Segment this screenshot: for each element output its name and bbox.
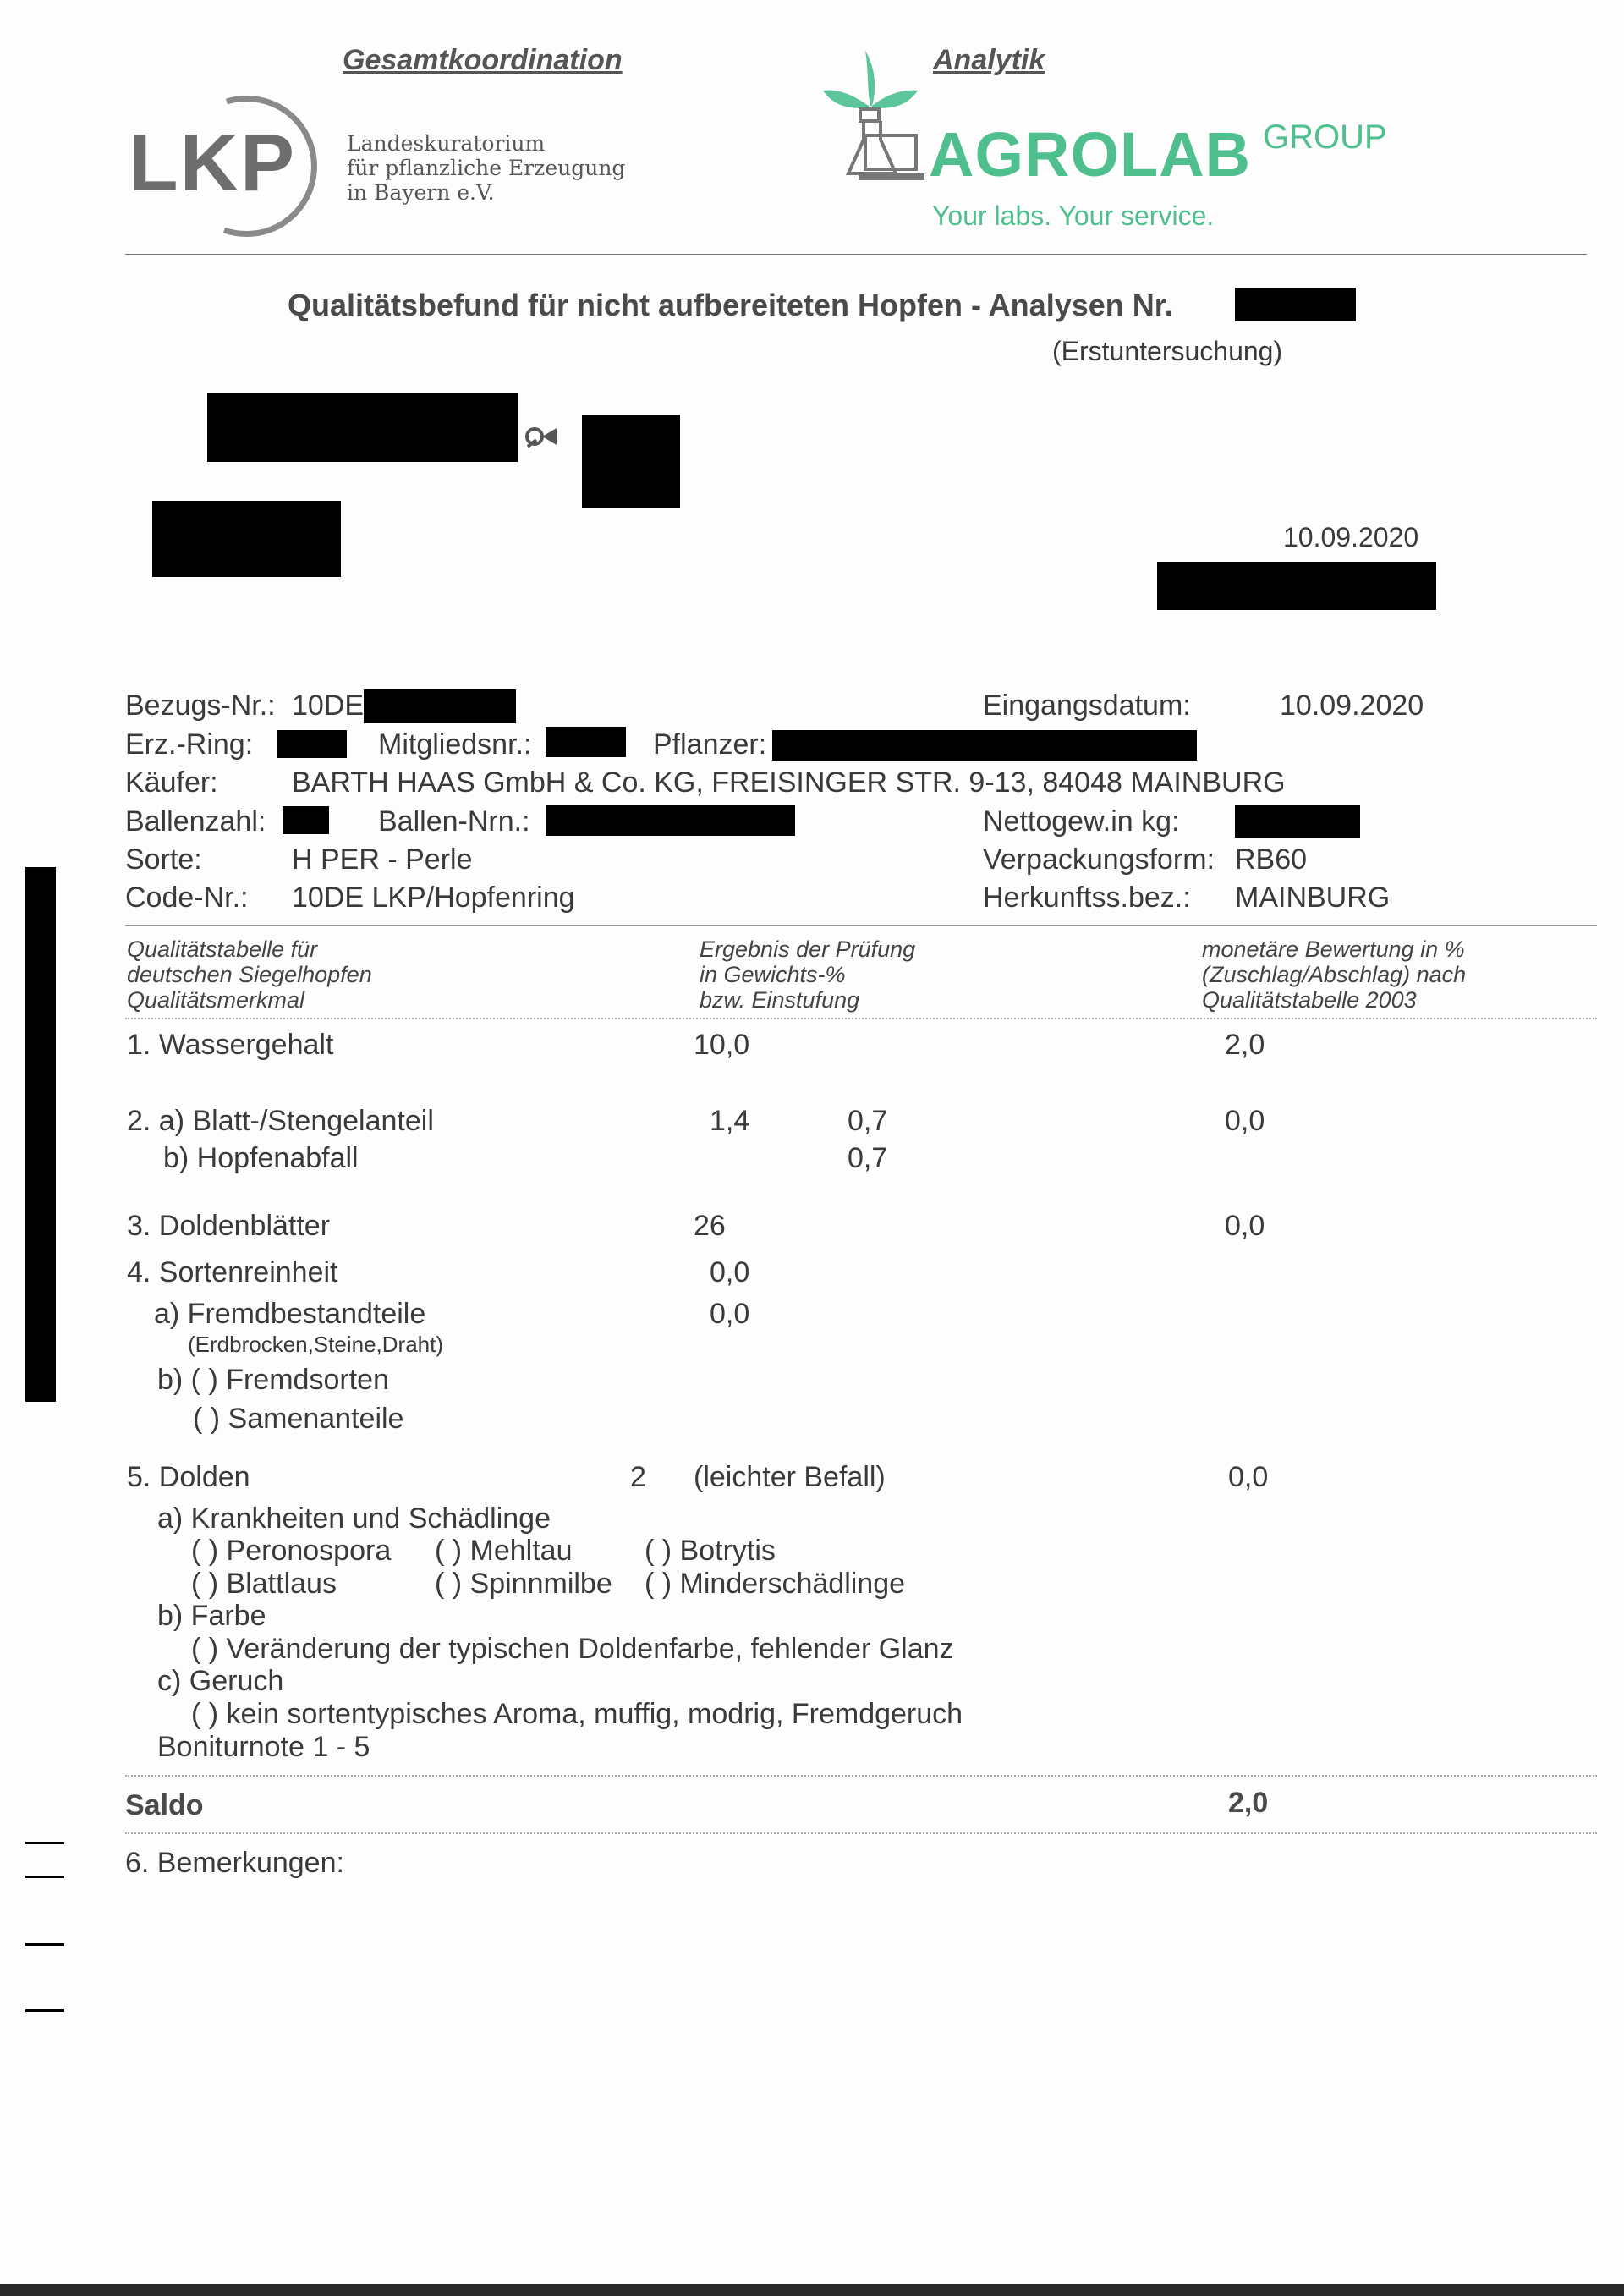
row-blatt-label: 2. a) Blatt-/Stengelanteil — [127, 1105, 434, 1137]
scan-margin-tick — [25, 2009, 64, 2012]
kaeufer-label: Käufer: — [125, 766, 218, 799]
lkp-logo-text: LKP — [129, 118, 296, 208]
sorte-value: H PER - Perle — [292, 843, 473, 876]
page-subtitle: (Erstuntersuchung) — [1052, 336, 1283, 366]
col1-header-line2: deutschen Siegelhopfen — [127, 962, 372, 987]
row-dolden-value: 2 — [630, 1461, 646, 1493]
scan-margin-bar — [25, 867, 56, 1402]
redacted-reference — [1157, 562, 1436, 610]
row-samenanteile-label: ( ) Samenanteile — [193, 1403, 404, 1435]
col2-header-line1: Ergebnis der Prüfung — [700, 937, 916, 962]
verpackung-value: RB60 — [1235, 843, 1308, 876]
col2-header-line2: in Gewichts-% — [700, 962, 846, 987]
redacted-pflanzer — [772, 730, 1197, 761]
herkunft-value: MAINBURG — [1235, 882, 1391, 914]
erz-ring-label: Erz.-Ring: — [125, 728, 254, 761]
saldo-bottom-divider — [125, 1832, 1597, 1834]
row-dolden-eval: 0,0 — [1228, 1461, 1269, 1493]
agrolab-plant-lab-icon — [816, 47, 926, 186]
netto-label: Nettogew.in kg: — [983, 805, 1180, 838]
saldo-label: Saldo — [125, 1789, 204, 1821]
row-wassergehalt-value: 10,0 — [694, 1029, 750, 1061]
analytics-label: Analytik — [933, 44, 1045, 76]
col1-header-line1: Qualitätstabelle für — [127, 937, 318, 962]
row-dolden-description: (leichter Befall) — [694, 1461, 886, 1493]
row-sortenreinheit-value: 0,0 — [710, 1256, 750, 1288]
remarks-label: 6. Bemerkungen: — [125, 1847, 344, 1879]
row-blatt-value1: 1,4 — [710, 1105, 750, 1137]
row-doldenblaetter-value: 26 — [694, 1210, 726, 1242]
date-top: 10.09.2020 — [1283, 522, 1419, 552]
redacted-mitglied — [546, 727, 626, 757]
ballen-nrn-label: Ballen-Nrn.: — [378, 805, 530, 838]
option-spinnmilbe: ( ) Spinnmilbe — [435, 1568, 612, 1600]
row-fremdbestandteile-note: (Erdbrocken,Steine,Draht) — [188, 1332, 444, 1357]
row-doldenblaetter-label: 3. Doldenblätter — [127, 1210, 331, 1242]
agrolab-tagline: Your labs. Your service. — [932, 200, 1215, 231]
scan-margin-tick — [25, 1943, 64, 1946]
scan-bottom-edge — [0, 2284, 1624, 2296]
col1-header-line3: Qualitätsmerkmal — [127, 987, 305, 1013]
lkp-name-line2: für pflanzliche Erzeugung — [347, 156, 626, 180]
row-wassergehalt-eval: 2,0 — [1225, 1029, 1265, 1061]
option-blattlaus: ( ) Blattlaus — [191, 1568, 337, 1600]
eingang-value: 10.09.2020 — [1280, 689, 1424, 722]
pflanzer-label: Pflanzer: — [653, 728, 767, 761]
bezugs-value: 10DE — [292, 689, 365, 722]
row-sortenreinheit-label: 4. Sortenreinheit — [127, 1256, 338, 1288]
redacted-ballenzahl — [283, 806, 329, 834]
lkp-name-line3: in Bayern e.V. — [347, 180, 495, 205]
row-hopfenabfall-label: b) Hopfenabfall — [163, 1142, 359, 1174]
bezugs-label: Bezugs-Nr.: — [125, 689, 276, 722]
ballenzahl-label: Ballenzahl: — [125, 805, 266, 838]
saldo-value: 2,0 — [1228, 1787, 1269, 1819]
coordination-label: Gesamtkoordination — [343, 44, 623, 76]
row-krankheiten-label: a) Krankheiten und Schädlinge — [157, 1502, 551, 1535]
lkp-name-line1: Landeskuratorium — [347, 131, 546, 156]
col2-header-line3: bzw. Einstufung — [700, 987, 860, 1013]
col3-header-line3: Qualitätstabelle 2003 — [1202, 987, 1417, 1013]
redacted-netto — [1235, 805, 1360, 838]
redacted-analysis-number — [1235, 288, 1356, 321]
agrolab-brand: AGROLAB — [929, 119, 1252, 190]
option-mehltau: ( ) Mehltau — [435, 1535, 573, 1567]
code-value: 10DE LKP/Hopfenring — [292, 882, 575, 914]
option-botrytis: ( ) Botrytis — [645, 1535, 776, 1567]
redacted-erz-ring — [277, 730, 347, 758]
col3-header-line2: (Zuschlag/Abschlag) nach — [1202, 962, 1467, 987]
sorte-label: Sorte: — [125, 843, 202, 876]
table-header-divider — [125, 1018, 1597, 1019]
row-blatt-value2: 0,7 — [848, 1105, 888, 1137]
redacted-address-city — [152, 501, 341, 577]
post-horn-icon — [523, 420, 560, 461]
option-minderschaedlinge: ( ) Minderschädlinge — [645, 1568, 906, 1600]
kaeufer-value: BARTH HAAS GmbH & Co. KG, FREISINGER STR. 9-13, 84048 MAINBURG — [292, 766, 1286, 799]
info-divider — [125, 925, 1597, 926]
row-blatt-eval: 0,0 — [1225, 1105, 1265, 1137]
row-farbe-label: b) Farbe — [157, 1600, 266, 1632]
redacted-bezugs-number — [364, 689, 516, 723]
header-divider — [125, 254, 1587, 255]
page-title: Qualitätsbefund für nicht aufbereiteten Hopfen - Analysen Nr. — [288, 288, 1173, 322]
eingang-label: Eingangsdatum: — [983, 689, 1191, 722]
bonitur-label: Boniturnote 1 - 5 — [157, 1731, 370, 1763]
mitglied-label: Mitgliedsnr.: — [378, 728, 532, 761]
option-geruch: ( ) kein sortentypisches Aroma, muffig, modrig, Fremdgeruch — [191, 1698, 963, 1730]
redacted-ballen-nrn — [546, 805, 795, 836]
row-wassergehalt-label: 1. Wassergehalt — [127, 1029, 334, 1061]
row-dolden-label: 5. Dolden — [127, 1461, 250, 1493]
verpackung-label: Verpackungsform: — [983, 843, 1215, 876]
herkunft-label: Herkunftss.bez.: — [983, 882, 1191, 914]
redacted-address-name — [207, 393, 518, 462]
redacted-address-detail — [582, 415, 680, 508]
scan-margin-tick — [25, 1876, 64, 1878]
row-fremdsorten-label: b) ( ) Fremdsorten — [157, 1364, 389, 1396]
lkp-logo — [127, 85, 330, 245]
row-fremdbestandteile-value: 0,0 — [710, 1298, 750, 1330]
row-fremdbestandteile-label: a) Fremdbestandteile — [154, 1298, 426, 1330]
option-farbe: ( ) Veränderung der typischen Doldenfarbe, fehlender Glanz — [191, 1633, 954, 1665]
row-hopfenabfall-value: 0,7 — [848, 1142, 888, 1174]
scan-margin-tick — [25, 1842, 64, 1844]
option-peronospora: ( ) Peronospora — [191, 1535, 392, 1567]
agrolab-group: GROUP — [1263, 118, 1387, 156]
code-label: Code-Nr.: — [125, 882, 249, 914]
row-doldenblaetter-eval: 0,0 — [1225, 1210, 1265, 1242]
saldo-top-divider — [125, 1775, 1597, 1777]
col3-header-line1: monetäre Bewertung in % — [1202, 937, 1465, 962]
row-geruch-label: c) Geruch — [157, 1665, 284, 1697]
